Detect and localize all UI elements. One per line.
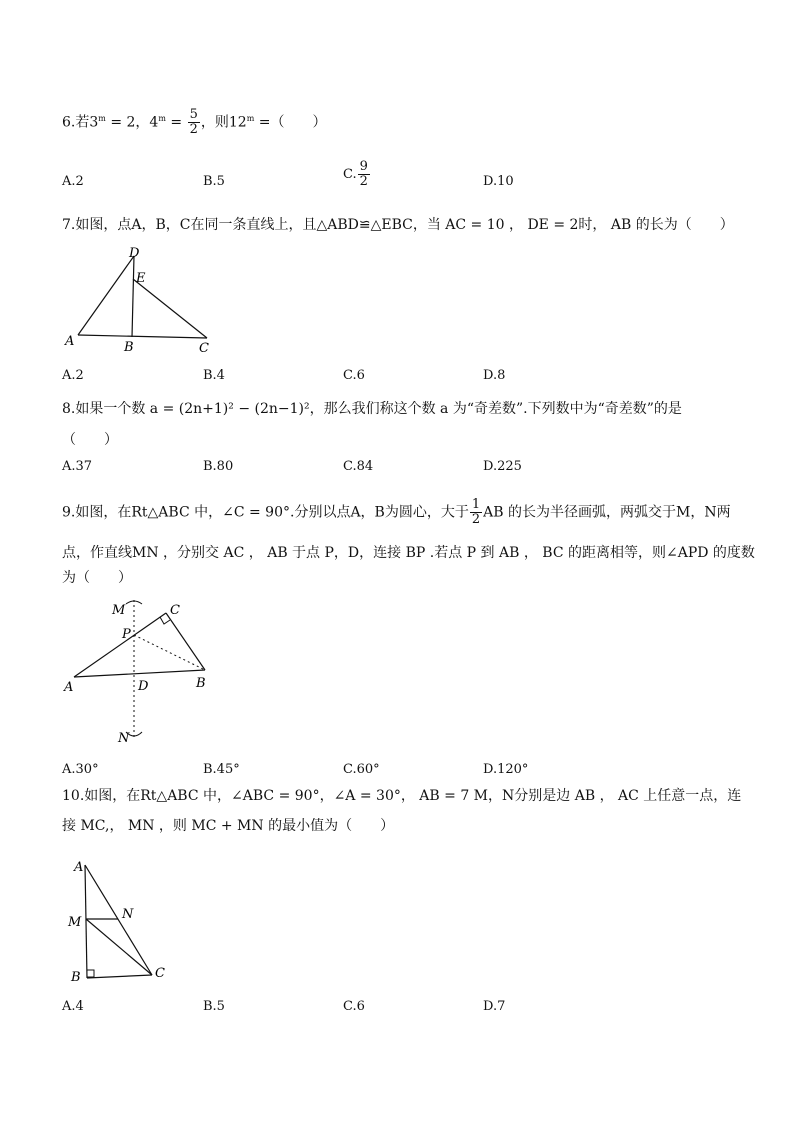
question-9-line2: 点，作直线MN ，分别交 AC ， AB 于点 P，D，连接 BP .若点 P 到 AB ， BC 的距离相等，则∠APD 的度数: [62, 545, 755, 561]
q10-option-d[interactable]: D.7: [483, 999, 506, 1014]
q9-label-a: A: [64, 680, 74, 695]
question-10-line1: 10.如图，在Rt△ABC 中，∠ABC = 90°，∠A = 30°， AB = 7 M，N分别是边 AB ， AC 上任意一点，连: [62, 788, 742, 804]
q9-line1b: AB 的长为半径画弧，两弧交于M，N两: [483, 504, 731, 521]
q9-label-d: D: [138, 679, 149, 694]
q6-option-a[interactable]: A.2: [62, 174, 84, 189]
q10-label-n: N: [122, 907, 134, 922]
q9-figure: [62, 592, 222, 752]
q9-option-c[interactable]: C.60°: [343, 762, 380, 777]
q7-line-db: [132, 256, 134, 337]
q6-option-c-label: C.: [343, 167, 357, 182]
q9-fraction: [470, 498, 482, 527]
q9-label-m: M: [112, 603, 126, 618]
q10-option-b[interactable]: B.5: [203, 999, 225, 1014]
q6-exp-m: m: [98, 113, 106, 123]
q6-prefix: 6.若: [62, 114, 90, 131]
q9-right-angle-mark: [160, 617, 170, 624]
q9-line-bp: [134, 635, 205, 670]
q10-label-a: A: [74, 860, 84, 875]
q9-line1a: 9.如图，在Rt△ABC 中，∠C = 90°.分别以点A，B为圆心，大于: [62, 504, 469, 521]
q10-right-angle-mark: [87, 970, 94, 977]
question-8-blank: （ ）: [62, 432, 118, 448]
q9-frac-num: 1: [471, 497, 481, 512]
q9-label-c: C: [170, 603, 180, 618]
q7-option-a[interactable]: A.2: [62, 368, 84, 383]
q9-label-b: B: [196, 676, 206, 691]
q6-eq2: =: [165, 114, 183, 131]
q6-option-c[interactable]: [343, 160, 371, 189]
q6-exp-m2: m: [158, 113, 166, 123]
question-9-line3: 为（ ）: [62, 570, 132, 586]
q10-line-ac: [85, 865, 152, 975]
q6-optc-num: 9: [359, 159, 368, 174]
q8-option-c[interactable]: C.84: [343, 459, 374, 474]
q7-label-d: D: [129, 246, 140, 261]
q7-option-c[interactable]: C.6: [343, 368, 365, 383]
q7-line-ec: [133, 279, 207, 338]
q6-base-4: 4: [149, 114, 159, 131]
q7-label-c: C: [199, 341, 209, 356]
q9-line-ab: [74, 670, 205, 677]
q6-option-c-fraction: [358, 160, 370, 189]
q10-label-c: C: [155, 966, 165, 981]
q8-option-a[interactable]: A.37: [62, 459, 93, 474]
q8-option-d[interactable]: D.225: [483, 459, 522, 474]
q9-label-p: P: [122, 627, 131, 642]
q9-line-ac: [74, 613, 166, 677]
q10-label-m: M: [68, 915, 82, 930]
q6-base-12: 12: [228, 114, 247, 131]
q9-arc-m: [126, 601, 142, 604]
q9-frac-den: 2: [471, 512, 481, 527]
q10-line-ab: [85, 865, 87, 978]
q10-label-b: B: [71, 970, 81, 985]
q6-eq1: = 2，: [105, 114, 150, 131]
q6-frac-den: 2: [189, 122, 198, 137]
q6-option-b[interactable]: B.5: [203, 174, 225, 189]
q6-option-d[interactable]: D.10: [483, 174, 514, 189]
question-8-stem: 8.如果一个数 a = (2n+1)² − (2n−1)²，那么我们称这个数 a 为“奇差数”.下列数中为“奇差数”的是: [62, 401, 682, 417]
q10-line-bc: [87, 975, 152, 978]
q6-then: ，则: [200, 114, 229, 131]
q6-blank: =（ ）: [254, 114, 327, 131]
q9-line-cb: [166, 613, 205, 670]
q7-label-b: B: [124, 340, 134, 355]
question-10-line2: 接 MC,， MN ，则 MC + MN 的最小值为（ ）: [62, 818, 395, 834]
q9-label-n: N: [118, 731, 130, 746]
question-6-stem: [62, 108, 326, 137]
q6-frac-num: 5: [189, 107, 198, 122]
q10-option-a[interactable]: A.4: [62, 999, 84, 1014]
q6-base-3: 3: [89, 114, 99, 131]
question-7-stem: 7.如图，点A，B，C在同一条直线上，且△ABD≌△EBC，当 AC = 10 ， DE = 2时， AB 的长为（ ）: [62, 217, 734, 233]
q7-label-e: E: [136, 271, 146, 286]
q7-figure: [62, 242, 222, 357]
q8-option-b[interactable]: B.80: [203, 459, 234, 474]
q9-option-b[interactable]: B.45°: [203, 762, 240, 777]
q6-exp-m3: m: [246, 113, 255, 123]
q10-option-c[interactable]: C.6: [343, 999, 365, 1014]
q6-optc-den: 2: [359, 174, 368, 189]
q7-option-b[interactable]: B.4: [203, 368, 225, 383]
q9-option-d[interactable]: D.120°: [483, 762, 529, 777]
q9-option-a[interactable]: A.30°: [62, 762, 99, 777]
q10-figure: [62, 855, 182, 990]
question-9-line1: [62, 498, 731, 527]
q7-line-ac: [78, 335, 207, 338]
q7-option-d[interactable]: D.8: [483, 368, 506, 383]
q10-line-mc: [86, 919, 152, 975]
q7-line-ad: [78, 256, 134, 335]
q7-label-a: A: [65, 334, 75, 349]
q6-fraction: [188, 108, 200, 137]
